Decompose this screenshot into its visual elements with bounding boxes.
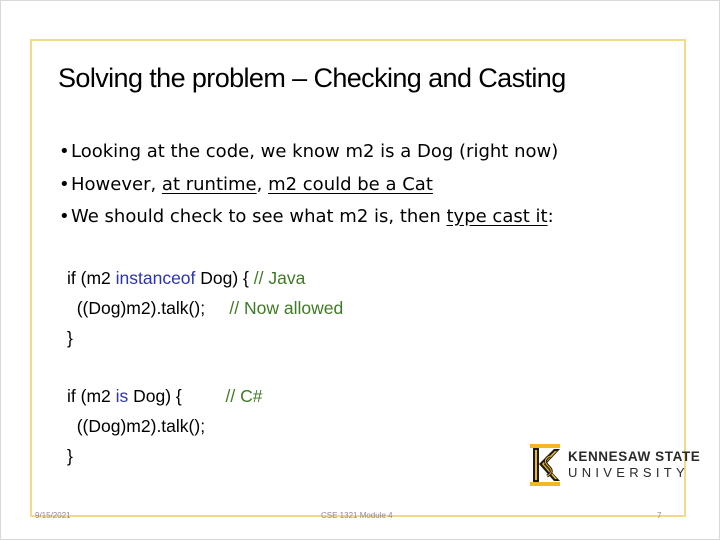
code-text: if (m2 xyxy=(67,386,116,406)
code-comment: // C# xyxy=(225,386,263,406)
code-keyword: instanceof xyxy=(115,268,196,288)
footer-date: 9/15/2021 xyxy=(35,511,71,520)
bullet-dot-icon: • xyxy=(59,173,70,195)
csharp-code-block xyxy=(67,381,263,471)
code-comment: // Now allowed xyxy=(229,298,344,318)
bullet-dot-icon: • xyxy=(59,206,70,227)
bullet-item xyxy=(59,203,558,236)
footer-page-number: 7 xyxy=(657,511,662,520)
bullet-underlined-text: at runtime xyxy=(161,173,257,195)
code-line xyxy=(67,263,343,293)
ksu-emblem-icon xyxy=(528,442,562,488)
bullet-list xyxy=(59,138,558,236)
bullet-item xyxy=(59,171,558,204)
code-text: Dog) { xyxy=(195,268,254,288)
bullet-underlined-text: type cast it xyxy=(446,206,548,227)
code-line: } xyxy=(67,446,73,466)
bullet-text: We should check to see what m2 is, then xyxy=(71,206,447,227)
code-text: if (m2 xyxy=(67,268,116,288)
code-text: ((Dog)m2).talk(); xyxy=(67,298,230,318)
logo-line-1: KENNESAW STATE xyxy=(568,449,701,464)
bullet-text: , xyxy=(256,173,269,195)
code-line xyxy=(67,293,343,323)
logo-wordmark xyxy=(568,449,700,481)
code-line: } xyxy=(67,328,73,348)
code-text: Dog) { xyxy=(128,386,226,406)
bullet-item xyxy=(59,138,558,171)
slide-title: Solving the problem – Checking and Casting xyxy=(58,63,566,93)
logo-line-2: UNIVERSITY xyxy=(568,465,690,480)
code-line: ((Dog)m2).talk(); xyxy=(67,416,206,436)
bullet-text: Looking at the code, we know m2 is a Dog (right now) xyxy=(71,141,559,162)
bullet-text: : xyxy=(547,206,554,227)
footer-course: CSE 1321 Module 4 xyxy=(321,511,393,520)
java-code-block xyxy=(67,263,343,353)
code-keyword: is xyxy=(115,386,129,406)
bullet-text: However, xyxy=(71,173,162,195)
code-comment: // Java xyxy=(253,268,306,288)
kennesaw-state-logo xyxy=(528,442,700,488)
code-line xyxy=(67,381,263,411)
bullet-dot-icon: • xyxy=(59,141,70,162)
bullet-underlined-text: m2 could be a Cat xyxy=(268,173,433,195)
